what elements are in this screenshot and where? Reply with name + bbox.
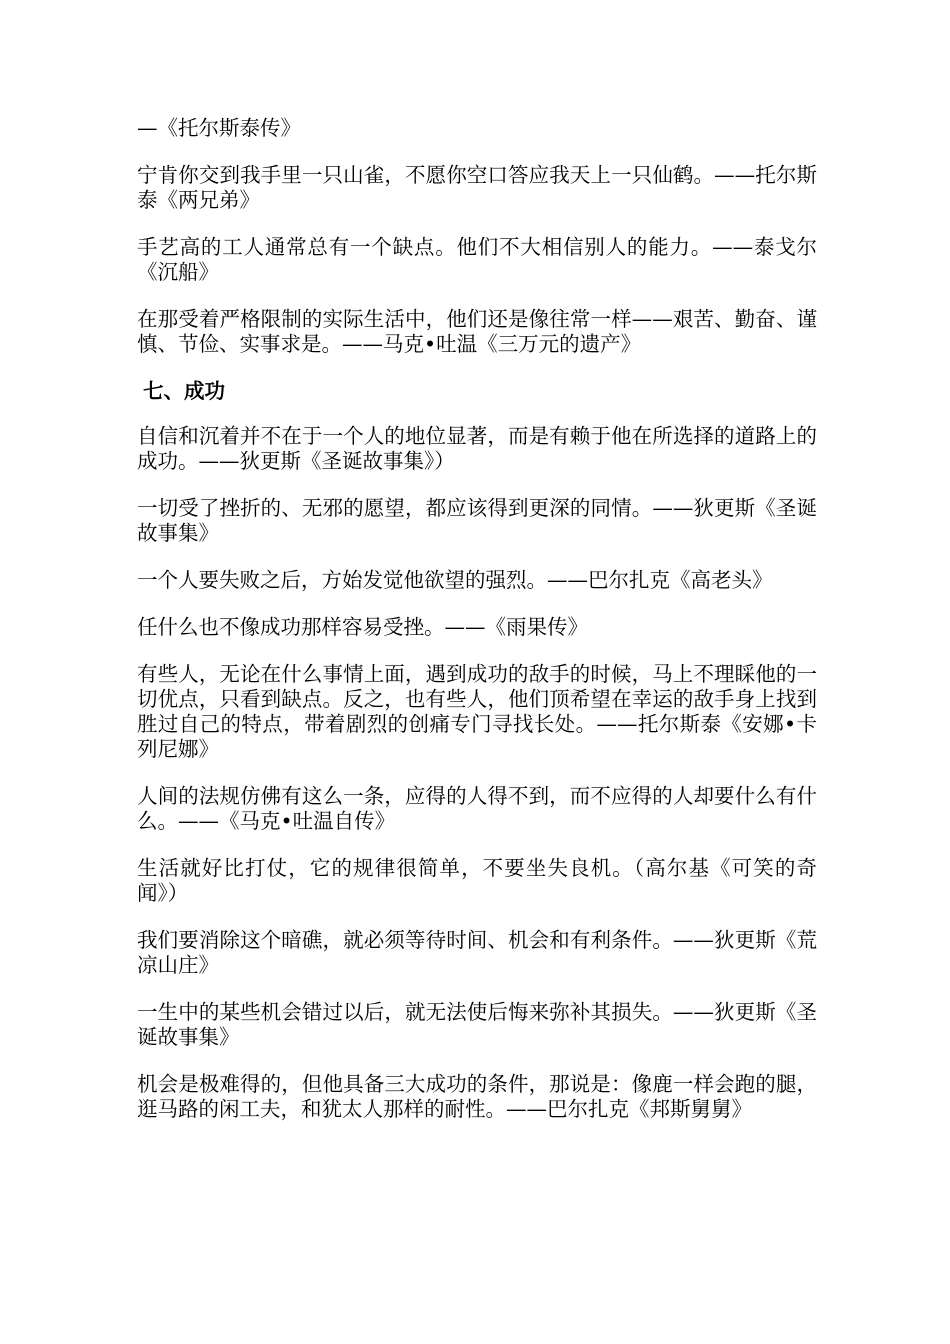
quote-paragraph: 自信和沉着并不在于一个人的地位显著，而是有赖于他在所选择的道路上的成功。——狄更斯《圣诞故事集》） [137, 424, 817, 473]
quote-paragraph: 一个人要失败之后，方始发觉他欲望的强烈。——巴尔扎克《高老头》 [137, 568, 773, 592]
quote-paragraph: 任什么也不像成功那样容易受挫。——《雨果传》 [137, 615, 588, 639]
quote-paragraph: 一生中的某些机会错过以后，就无法使后悔来弥补其损失。——狄更斯《圣诞故事集》 [137, 1000, 817, 1049]
quote-paragraph: 一切受了挫折的、无邪的愿望，都应该得到更深的同情。——狄更斯《圣诞故事集》 [137, 496, 817, 545]
quote-paragraph: 生活就好比打仗，它的规律很简单，不要坐失良机。（高尔基《可笑的奇闻》） [137, 856, 817, 905]
quote-paragraph: 在那受着严格限制的实际生活中，他们还是像往常一样——艰苦、勤奋、谨慎、节俭、实事求是。——马克•吐温《三万元的遗产》 [137, 307, 817, 356]
document-body [137, 116, 817, 1144]
section-heading: 七、成功 [143, 379, 225, 403]
quote-paragraph: 有些人，无论在什么事情上面，遇到成功的敌手的时候，马上不理睬他的一切优点，只看到缺点。反之，也有些人，他们顶希望在幸运的敌手身上找到胜过自己的特点，带着剧烈的创痛专门寻找长处。——托尔斯泰《安娜•卡列尼娜》 [137, 662, 817, 761]
quote-paragraph: —《托尔斯泰传》 [137, 116, 301, 140]
quote-paragraph: 宁肯你交到我手里一只山雀，不愿你空口答应我天上一只仙鹤。——托尔斯泰《两兄弟》 [137, 163, 817, 212]
quote-paragraph: 机会是极难得的，但他具备三大成功的条件，那说是：像鹿一样会跑的腿，逛马路的闲工夫，和犹太人那样的耐性。——巴尔扎克《邦斯舅舅》 [137, 1072, 817, 1121]
quote-paragraph: 人间的法规仿佛有这么一条，应得的人得不到，而不应得的人却要什么有什么。——《马克•吐温自传》 [137, 784, 817, 833]
quote-paragraph: 我们要消除这个暗礁，就必须等待时间、机会和有利条件。——狄更斯《荒凉山庄》 [137, 928, 817, 977]
quote-paragraph: 手艺高的工人通常总有一个缺点。他们不大相信别人的能力。——泰戈尔《沉船》 [137, 235, 817, 284]
